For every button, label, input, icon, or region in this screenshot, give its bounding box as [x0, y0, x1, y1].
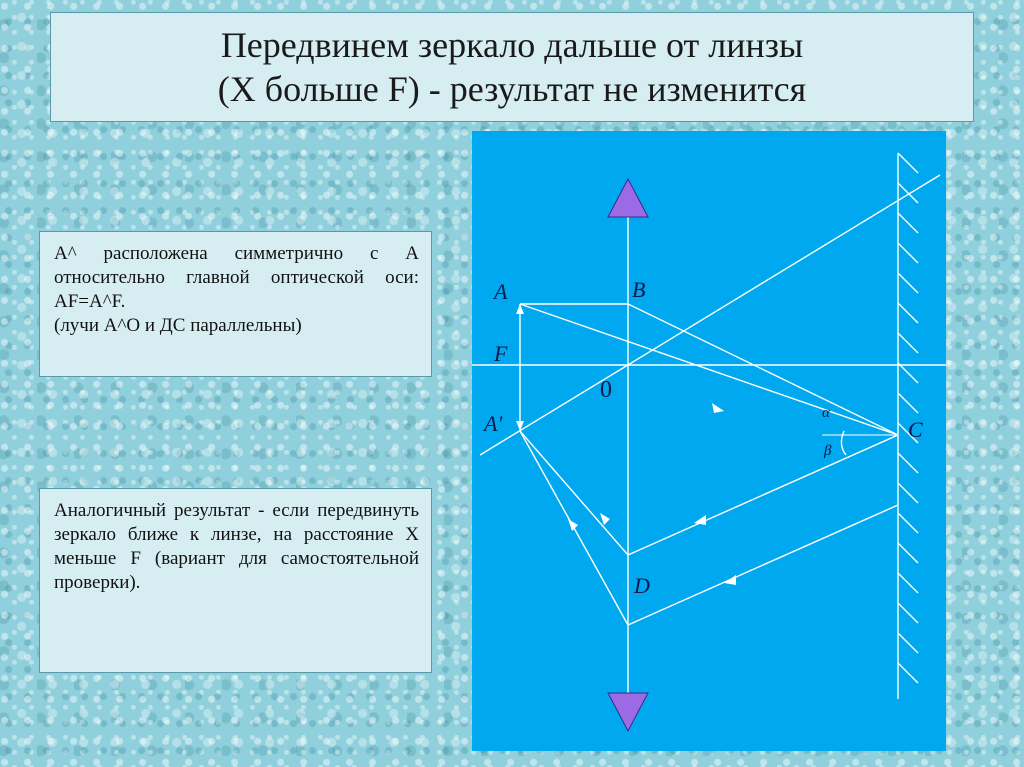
- slide-title: [50, 12, 974, 122]
- ray-b-c: [628, 304, 898, 435]
- lens-bottom-arrow: [608, 693, 648, 731]
- ray-c-reflected: [628, 435, 898, 555]
- note-symmetry: [39, 231, 432, 377]
- note-similar-result-text: Аналогичный результат - если передвинуть зеркало ближе к линзе, на расстояние X меньше F (вариант для самостоятельной проверки).: [54, 500, 419, 593]
- title-line-2: (X больше F) - результат не изменится: [217, 69, 807, 109]
- label-b: B: [632, 277, 646, 302]
- ray-mirror-d: [628, 505, 898, 625]
- lens-top-arrow: [608, 179, 648, 217]
- label-c: C: [908, 417, 923, 442]
- optics-diagram: [472, 131, 946, 751]
- ray-to-a-prime-1: [520, 431, 628, 555]
- label-o: 0: [600, 377, 612, 403]
- label-beta: β: [824, 443, 832, 459]
- label-f: F: [494, 341, 508, 366]
- label-a: A: [494, 279, 508, 304]
- label-alpha: α: [822, 405, 830, 421]
- ray-a-c: [520, 304, 898, 435]
- title-line-1: Передвинем зеркало дальше от линзы: [220, 25, 804, 65]
- ray-through-center: [480, 175, 940, 455]
- label-d: D: [634, 573, 650, 598]
- note-similar-result: [39, 488, 432, 673]
- ray-arrowheads: [568, 403, 736, 585]
- note-symmetry-line-2: (лучи А^О и ДС параллельны): [54, 315, 302, 336]
- note-symmetry-line-1: А^ расположена симметрично с А относительно главной оптической оси: АF=А^F.: [54, 243, 419, 312]
- label-a-prime: A': [484, 411, 503, 436]
- optics-diagram-svg: [472, 131, 946, 751]
